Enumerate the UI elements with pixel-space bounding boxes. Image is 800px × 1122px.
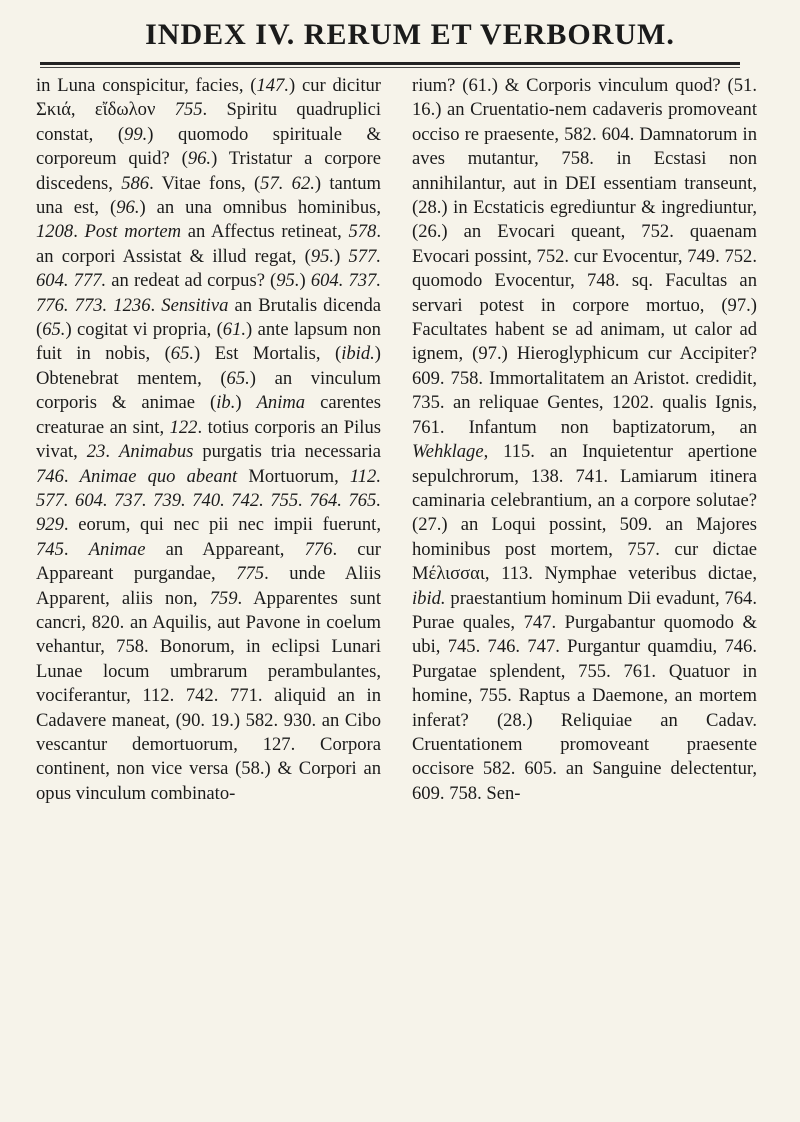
header-rule [40, 62, 740, 65]
page-header: INDEX IV. RERUM ET VERBORUM. [145, 18, 675, 51]
left-column-text: in Luna conspicitur, facies, (147.) cur dicitur Σκιά, εἴδωλον 755. Spiritu quadruplici constat, (99.) quomodo spirituale & corporeum quid? (96.) Tristatur a corpore discedens, 586. Vitae fons, (57. 62.) tantum una est, (96.) an una omnibus hominibus, 1208. Post mortem an Affectus retineat, 578. an corpori Assistat & illud regat, (95.) 577. 604. 777. an redeat ad corpus? (95.) 604. 737. 776. 773. 1236. Sensitiva an Brutalis dicenda (65.) cogitat vi propria, (61.) ante lapsum non fuit in nobis, (65.) Est Mortalis, (ibid.) Obtenebrat mentem, (65.) an vinculum corporis & animae (ib.) Anima carentes creaturae an sint, 122. totius corporis an Pilus vivat, 23. Animabus purgatis tria necessaria 746. Animae quo abeant Mortuorum, 112. 577. 604. 737. 739. 740. 742. 755. 764. 765. 929. eorum, qui nec pii nec impii fuerunt, 745. Animae an Appareant, 776. cur Appareant purgandae, 775. unde Aliis Apparent, aliis non, 759. Apparentes sunt cancri, 820. an Aquilis, aut Pavone in coelum vehantur, 758. Bonorum, in eclipsi Lunari Lunae locum umbrarum perambulantes, vociferantur, 112. 742. 771. aliquid an in Cadavere maneat, (90. 19.) 582. 930. an Cibo vescantur demortuorum, 127. Corpora continent, non vice versa (58.) & Corpori an opus vinculum combinato- [36, 75, 382, 804]
left-column [36, 74, 381, 806]
header-rule-thin [40, 67, 740, 68]
right-column [412, 74, 757, 806]
right-column-text: rium? (61.) & Corporis vinculum quod? (51. 16.) an Cruentatio-nem cadaveris promoveant occiso re praesente, 582. 604. Damnatorum in aves mutantur, 758. in Ecstasi non annihilantur, aut in DEI essentiam transeunt, (28.) in Ecstaticis egrediuntur & ingrediuntur, (26.) an Evocari queant, 752. quaenam Evocari possint, 752. cur Evocentur, 749. 752. quomodo Evocentur, 748. sq. Facultas an servari potest in corpore mortuo, (97.) Facultates habent se ad animam, ut calor ad ignem, (97.) Hieroglyphicum cur Accipiter? 609. 758. Immortalitatem an Aristot. credidit, 735. an reliquae Gentes, 1202. qualis Ignis, 761. Infantum non baptizatorum, an Wehklage, 115. an Inquietentur apertione sepulchrorum, 138. 741. Lamiarum itinera caminaria celebrantium, an a corpore solutae? (27.) an Loqui possint, 509. an Majores hominibus post mortem, 757. cur dictae Μέλισσαι, 113. Nymphae veteribus dictae, ibid. praestantium hominum Dii evadunt, 764. Purae quales, 747. Purgabantur quomodo & ubi, 745. 746. 747. Purgantur quamdiu, 746. Purgatae splendent, 755. 761. Quatuor in homine, 755. Raptus a Daemone, an mortem inferat? (28.) Reliquiae an Cadav. Cruentationem promoveant praesente occisore 582. 605. an Sanguine delectentur, 609. 758. Sen- [412, 75, 757, 804]
